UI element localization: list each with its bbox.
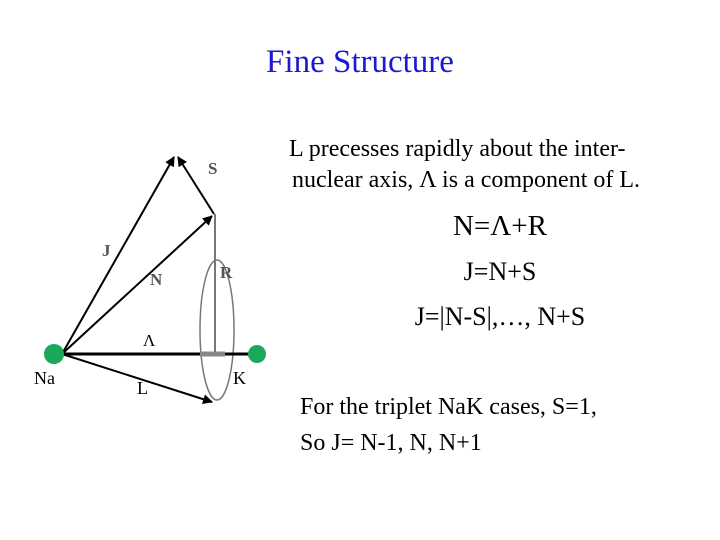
- triplet-line-2: So J= N-1, N, N+1: [300, 430, 482, 456]
- equation-j-range: J=|N-S|,…, N+S: [414, 302, 586, 331]
- na-label: Na: [34, 368, 55, 388]
- na-atom: [44, 344, 64, 364]
- equation-j-n-s: J=N+S: [463, 257, 537, 286]
- lambda-label: Λ: [143, 331, 156, 350]
- k-label: K: [233, 368, 246, 388]
- slide-title: Fine Structure: [266, 44, 454, 80]
- description-line-1: L precesses rapidly about the inter-: [289, 136, 626, 162]
- n-label: N: [150, 270, 163, 289]
- r-label: R: [220, 263, 233, 282]
- s-label: S: [208, 159, 218, 178]
- triplet-line-1: For the triplet NaK cases, S=1,: [300, 394, 597, 420]
- description-line-2: nuclear axis, Λ is a component of L.: [292, 167, 641, 193]
- equation-n-lambda-r: N=Λ+R: [452, 210, 548, 242]
- n-vector: [62, 216, 212, 354]
- j-label: J: [102, 241, 111, 260]
- j-vector: [62, 157, 174, 354]
- k-atom: [248, 345, 266, 363]
- l-label: L: [137, 378, 148, 398]
